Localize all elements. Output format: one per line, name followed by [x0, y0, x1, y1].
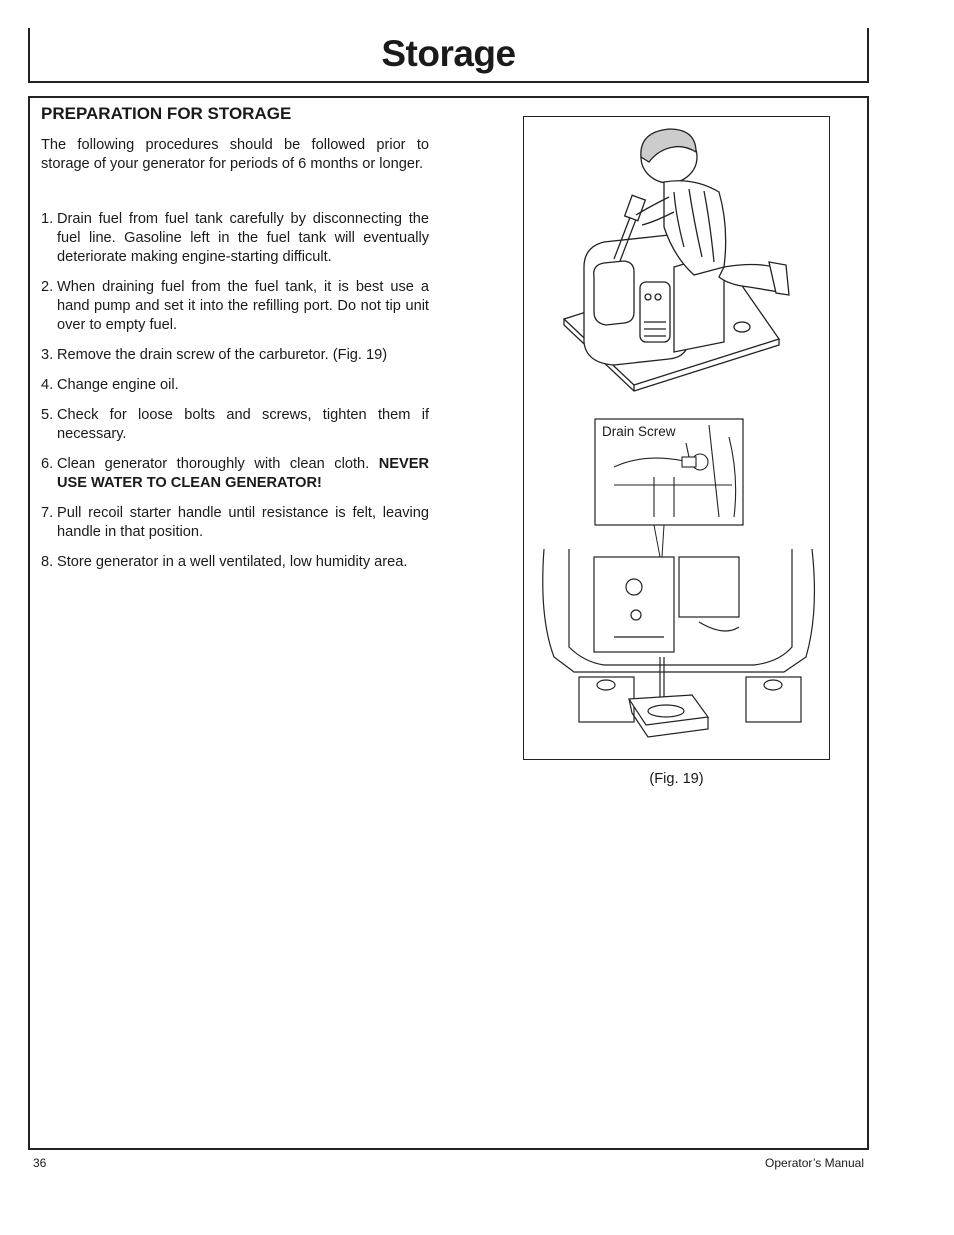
figure-caption: (Fig. 19)	[649, 771, 704, 787]
carburetor-drain-drawing	[543, 549, 815, 737]
list-item: 5. Check for loose bolts and screws, tighten them if necessary.	[41, 407, 429, 442]
content-frame	[28, 96, 869, 1150]
drain-screw-label: Drain Screw	[602, 424, 676, 439]
list-item: 2. When draining fuel from the fuel tank, it is best use a hand pump and set it into the refilling port. Do not tip unit over to empty fuel.	[41, 279, 429, 333]
figure-19-illustration	[523, 116, 830, 760]
generator-storage-illustration	[524, 117, 829, 759]
list-item: 8. Store generator in a well ventilated, low humidity area.	[41, 554, 408, 570]
list-item: 6. Clean generator thoroughly with clean cloth. NEVER USE WATER TO CLEAN GENERATOR!	[41, 456, 429, 491]
page-title-box	[28, 28, 869, 83]
list-item: 3. Remove the drain screw of the carburetor. (Fig. 19)	[41, 347, 388, 363]
list-item: 4. Change engine oil.	[41, 377, 179, 393]
storage-steps-list	[41, 210, 429, 583]
page-title: Storage	[381, 33, 516, 74]
section-heading: PREPARATION FOR STORAGE	[41, 104, 292, 123]
warning-text: NEVER USE WATER TO CLEAN GENERATOR!	[57, 456, 429, 491]
list-item: 7. Pull recoil starter handle until resistance is felt, leaving handle in that position.	[41, 505, 429, 540]
person-pumping-fuel-drawing	[564, 129, 789, 391]
intro-paragraph: The following procedures should be followed prior to storage of your generator for periods of 6 months or longer.	[41, 137, 429, 172]
list-item: 1. Drain fuel from fuel tank carefully by disconnecting the fuel line. Gasoline left in the fuel tank will eventually deteriorate making engine-starting difficult.	[41, 211, 429, 265]
footer-manual-title: Operator’s Manual	[765, 1156, 864, 1170]
page-number: 36	[33, 1156, 47, 1170]
